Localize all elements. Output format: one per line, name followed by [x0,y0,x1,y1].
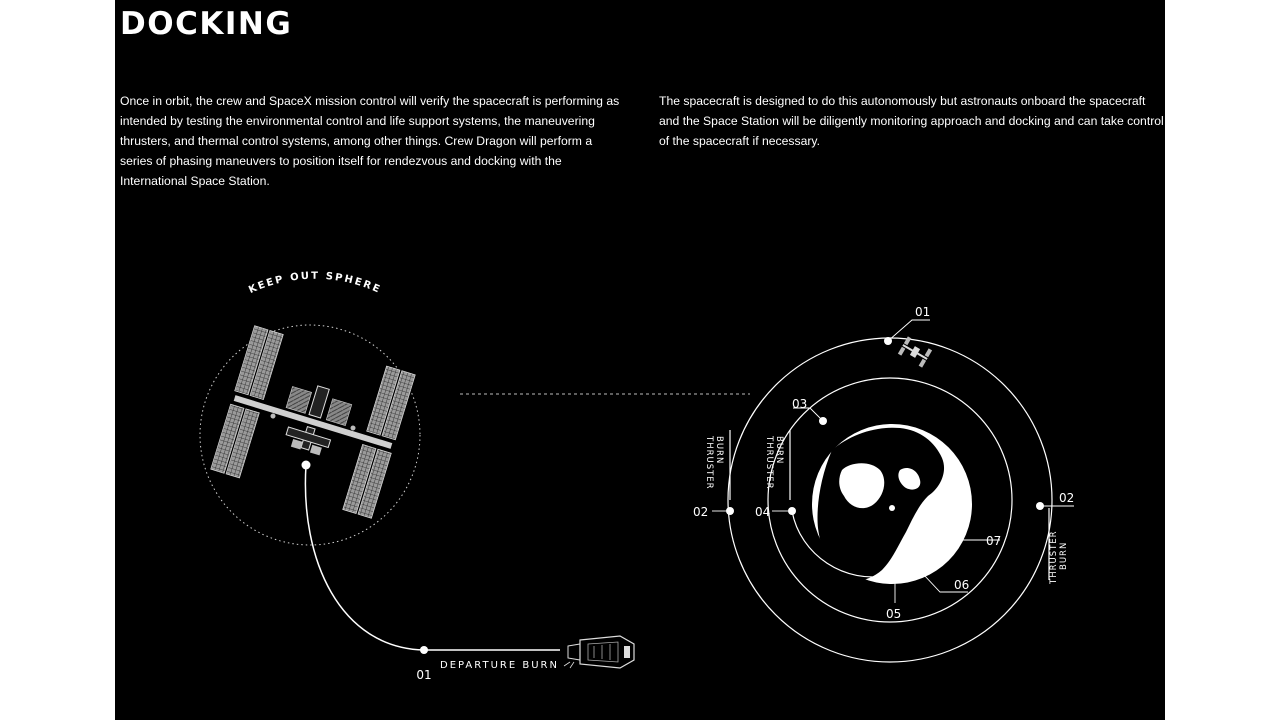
thruster-burn-label-left [704,435,724,490]
point-05-label: 05 [886,607,902,621]
point-03-label: 03 [792,397,808,411]
point-02-right-label: 02 [1059,491,1075,505]
svg-text:THRUSTER: THRUSTER [704,436,714,490]
keep-out-sphere-label: KEEP OUT SPHERE [247,270,383,297]
dragon-capsule-icon [564,636,634,668]
iss-departure-point [302,461,311,470]
page-title: DOCKING [120,6,293,42]
autonomy-paragraph: The spacecraft is designed to do this autonomously but astronauts onboard the spacecraft and the Space Station will be diligently monitoring approach and docking and can take control of the spacecraft if necessary. [659,94,1164,148]
departure-trajectory [305,465,560,650]
svg-text:THRUSTER: THRUSTER [764,436,774,490]
svg-text:BURN: BURN [714,436,724,465]
departure-point-label: 01 [416,668,432,682]
space-station-illustration [211,326,416,519]
intro-paragraph: Once in orbit, the crew and SpaceX mission control will verify the spacecraft is performing as intended by testing the environmental control and life support systems, the maneuvering thrusters, and thermal control systems, among other things. Crew Dragon will perform a series of phasing maneuvers to position itself for rendezvous and docking with the International Space Station. [120,94,620,188]
departure-burn-point [420,646,428,654]
earth-globe [812,424,972,584]
departure-burn-label: DEPARTURE BURN [440,660,559,671]
point-04-label: 04 [755,505,771,519]
svg-text:THRUSTER: THRUSTER [1049,530,1059,584]
thruster-burn-label-right [1049,530,1069,585]
svg-text:BURN: BURN [1059,541,1069,570]
point-07-label: 07 [986,534,1002,548]
point-06-label: 06 [954,578,970,592]
point-02-left-label: 02 [693,505,709,519]
thruster-burn-label-middle [764,435,784,490]
iss-mini-icon [898,336,932,367]
point-01-label: 01 [915,305,931,319]
svg-text:BURN: BURN [774,436,784,465]
